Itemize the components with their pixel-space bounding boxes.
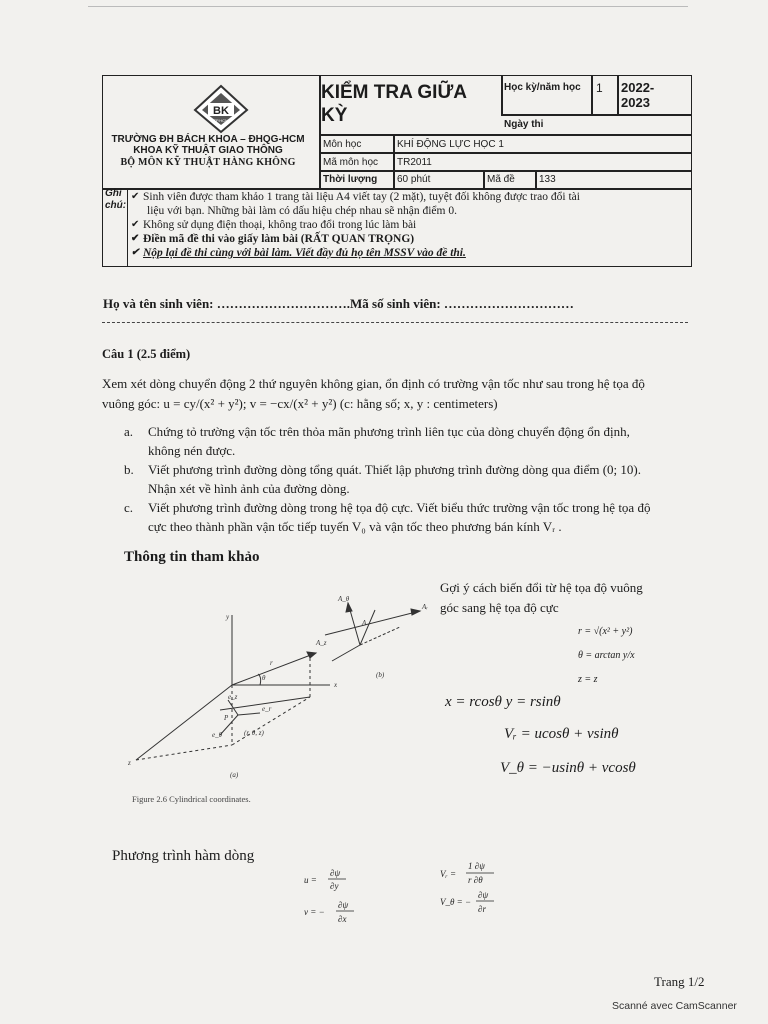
duration-value: 60 phút — [397, 174, 431, 185]
axis-y-label: y — [226, 613, 230, 621]
u-lhs: u = — [304, 875, 317, 885]
exam-header-table — [102, 75, 692, 267]
e-theta-label: e_θ — [212, 731, 223, 739]
formula-vtheta: V_θ = −usinθ + vcosθ — [500, 760, 636, 776]
e-r-label: e_r — [262, 705, 272, 713]
subject-code-label: Mã môn học — [323, 157, 379, 168]
vtheta-num: ∂ψ — [478, 890, 489, 900]
checkmark-icon: ✔ — [131, 219, 140, 230]
page-number: Trang 1/2 — [654, 974, 705, 989]
figure-caption: Figure 2.6 Cylindrical coordinates. — [132, 794, 251, 804]
vtheta-den: ∂r — [478, 904, 486, 914]
student-info-line: Họ và tên sinh viên: ………………………….Mã số sinh viên: ………………………… — [103, 296, 574, 311]
exam-date-label: Ngày thi — [504, 119, 544, 130]
department-name: BỘ MÔN KỸ THUẬT HÀNG KHÔNG — [120, 157, 296, 168]
semester-label: Học kỳ/năm học — [504, 82, 581, 93]
v-num: ∂ψ — [338, 900, 349, 910]
checkmark-icon: ✔ — [131, 191, 140, 202]
university-logo — [191, 84, 251, 134]
theta-label: θ — [262, 674, 266, 682]
subject-code-value: TR2011 — [397, 157, 432, 168]
exam-title: KIỂM TRA GIỮA KỲ — [321, 82, 467, 126]
dashed-divider — [102, 322, 688, 323]
notes-label: Ghi chú: — [105, 188, 127, 211]
formula-vr: Vᵣ = ucosθ + vsinθ — [504, 726, 619, 742]
note-3: ✔ Điền mã đề thi vào giấy làm bài (RẤT QUAN TRỌNG) — [131, 233, 415, 245]
point-label: (r, θ, z) — [244, 729, 264, 737]
note-1: ✔ Sinh viên được tham khảo 1 trang tài liệu A4 viết tay (2 mặt), tuyệt đối không được trao đổi tài — [131, 191, 580, 203]
formula-z: z = z — [578, 674, 598, 685]
v-lhs: v = − — [304, 907, 325, 917]
a-z-label: A_z — [316, 639, 327, 647]
e-z-label: e_z — [228, 693, 238, 701]
a-label: A — [362, 619, 367, 627]
v-den: ∂x — [338, 914, 347, 924]
axis-x-label: x — [334, 681, 338, 689]
formula-theta: θ = arctan y/x — [578, 650, 635, 661]
exam-code-label: Mã đề — [487, 174, 515, 185]
vr-lhs: Vᵣ = — [440, 869, 457, 879]
exam-code-value: 133 — [539, 174, 556, 185]
question-intro-2: vuông góc: u = cy/(x² + y²); v = −cx/(x² + y²) (c: hằng số; x, y : centimeters) — [102, 396, 498, 411]
u-num: ∂ψ — [330, 868, 341, 878]
stream-function-formulas — [290, 855, 520, 933]
school-year-value: 2022-2023 — [621, 80, 655, 110]
checkmark-icon: ✔ — [131, 247, 140, 258]
subject-label: Môn học — [323, 139, 362, 150]
reference-title: Thông tin tham khảo — [124, 549, 260, 565]
u-den: ∂y — [330, 881, 339, 891]
hint-line-2: góc sang hệ tọa độ cực — [440, 600, 559, 615]
formula-xy: x = rcosθ y = rsinθ — [445, 694, 561, 710]
stream-function-title: Phương trình hàm dòng — [112, 848, 255, 864]
logo-text: BK — [213, 105, 229, 117]
item-a-cont: không nén được. — [148, 443, 236, 458]
item-b: b. Viết phương trình đường dòng tổng quát. Thiết lập phương trình đường dòng qua điểm (0; 10). — [124, 462, 641, 477]
fig-a-label: (a) — [230, 771, 239, 779]
note-2: ✔ Không sử dụng điện thoại, không trao đổi trong lúc làm bài — [131, 219, 417, 231]
p-label: P — [224, 714, 229, 722]
formula-r: r = √(x² + y²) — [578, 626, 633, 637]
note-1-cont: liệu với bạn. Những bài làm có dấu hiệu chép nhau sẽ nhận điểm 0. — [147, 205, 457, 217]
logo-subtext: TP.HCM — [213, 118, 229, 123]
note-4: ✔ Nộp lại đề thi cùng với bài làm. Viết đầy đủ họ tên MSSV vào đề thi. — [131, 247, 466, 259]
a-r-label: Aᵣ — [422, 603, 428, 611]
hint-line-1: Gợi ý cách biến đổi từ hệ tọa độ vuông — [440, 580, 643, 595]
semester-value: 1 — [596, 81, 603, 95]
item-a: a. Chứng tỏ trường vận tốc trên thỏa mãn phương trình liên tục của dòng chuyển động ổn định, — [124, 424, 630, 439]
a-theta-label: A_θ — [338, 595, 350, 603]
scanner-watermark: Scanné avec CamScanner — [612, 1000, 737, 1012]
fig-b-label: (b) — [376, 671, 385, 679]
vr-den: r ∂θ — [468, 875, 483, 885]
vtheta-lhs: V_θ = − — [440, 897, 472, 907]
axis-z-label: z — [128, 759, 131, 767]
item-c: c. Viết phương trình đường dòng trong hệ tọa độ cực. Viết biểu thức trường vận tốc trong hệ tọa độ — [124, 500, 651, 515]
checkmark-icon: ✔ — [131, 233, 140, 244]
subject-value: KHÍ ĐỘNG LỰC HỌC 1 — [397, 139, 504, 150]
faculty-name: KHOA KỸ THUẬT GIAO THÔNG — [133, 145, 283, 156]
vr-num: 1 ∂ψ — [468, 861, 485, 871]
duration-label: Thời lượng — [323, 174, 378, 185]
item-b-cont: Nhận xét về hình ảnh của đường dòng. — [148, 481, 350, 496]
item-c-cont: cực theo thành phần vận tốc tiếp tuyến V₀ và vận tốc theo phương bán kính Vᵣ . — [148, 519, 562, 534]
question-title: Câu 1 (2.5 điểm) — [102, 347, 191, 361]
school-name: TRƯỜNG ĐH BÁCH KHOA – ĐHQG-HCM — [111, 134, 305, 145]
page-top-edge — [88, 6, 688, 8]
question-intro-1: Xem xét dòng chuyển động 2 thứ nguyên không gian, ổn định có trường vận tốc như sau trong hệ tọa độ — [102, 376, 645, 391]
r-label: r — [270, 659, 273, 667]
cylindrical-coordinates-figure — [120, 585, 440, 795]
